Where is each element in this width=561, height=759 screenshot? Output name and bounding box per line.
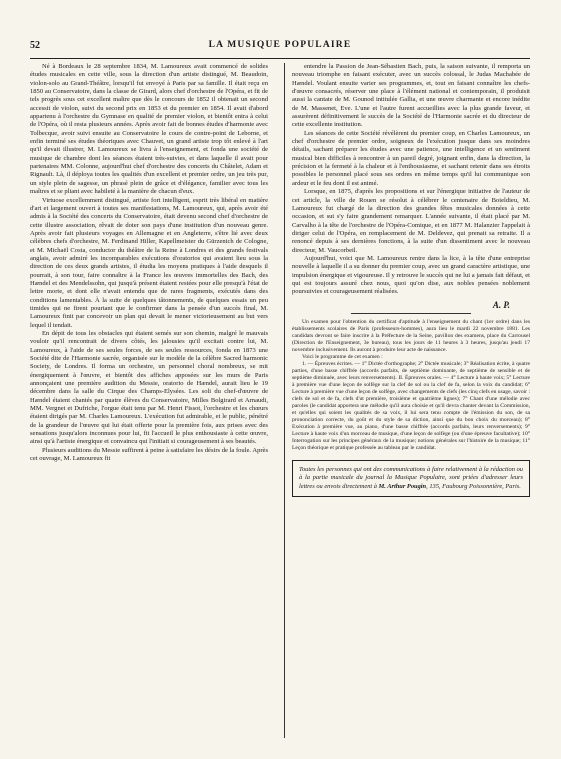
notice-paragraph: Voici le programme de cet examen :: [302, 353, 383, 360]
paragraph: Né à Bordeaux le 28 septembre 1834, M. Lamoureux avait commencé de solides études musicales en cette ville, sous la direction d'un artiste distingué, M. Beaudoin, violon-solo au Grand-Théâtre, lorsqu'il fut envoyé à Paris par sa famille. Il était reçu en 1850 au Conservatoire, dans la classe de Girard, alors chef d'orchestre de l'Opéra, et fit de tels progrès sous cet excellent maître que dès le concours de 1852 il obtenait un second accessit de violon, suivi du second prix en 1853 et du premier en 1854. Il avait d'abord appartenu à l'orchestre du Gymnase en qualité de premier violon, et bientôt entra à celui de l'Opéra, où il resta plusieurs années. Après avoir fait de bonnes études d'harmonie avec Tolbecque, avoir suivi ensuite au Conservatoire le cours de contre-point de Leborne, et enfin terminé ses études théoriques avec Chauvet, un grand artiste trop tôt enlevé à l'art qu'il devait illustrer, M. Lamoureux se livra à l'enseignement, et fonda une société de musique de chambre dont les séances étaient très-suivies, et dans laquelle il avait pour partenaires MM. Colonne, aujourd'hui chef d'orchestre des concerts du Châtelet, Adam et Rignault. Là, il déploya toutes les qualités d'un excellent et premier ordre, un jeu très pur, un style plein de sagesse, un phrasé plein de grâce et d'élégance, familier avec tous les maîtres et se pliant avec habileté à la manière de chacun d'eux.: [30, 63, 268, 196]
notice-paragraph: 1. — Épreuves écrites. — 1° Dictée d'orthographe; 2° Dictée musicale; 3° Réalisation écrite, à quatre parties, d'une basse chiffrée (accords parfaits, de septième dominante, de septième de sensible et de septième diminuée, avec leurs renversements). II. Épreuves orales. — 4° Lecture à haute voix; 5° Lecture à première vue d'une leçon de solfège sur la clef de sol ou la clef de fa, selon la voix du candidat; 6° Lecture à première vue d'une leçon de solfège, avec changements de clefs (les cinq clefs en usage, savoir : clefs de sol et de fa, clefs d'ut première, troisième et quatrième lignes); 7° Chant d'une mélodie avec paroles (le candidat apportera une mélodie qu'il aura choisie et qu'il devra chanter devant la Commission, et qu'elles qui soient les qualités de sa voix, il lui sera tenu compte de l'émission du son, de sa prononciation correcte, du goût et du style de sa diction, ainsi que du bon choix du morceau); 8° Exécution à première vue, au piano, d'une basse chiffrée (accords parfaits, leurs renversements); 9° Lecture à haute voix d'un morceau de musique, d'une leçon de solfège (ou d'une épreuve facultative); 10° Interrogation sur les principes généraux de la musique; notions générales sur l'histoire de la musique; 11° Leçon théorique et pratique professée au tableau par le candidat.: [292, 360, 530, 451]
right-column: [292, 63, 530, 497]
column-separator: [284, 63, 285, 738]
paragraph: Les séances de cette Société révélèrent du premier coup, en Charles Lamoureux, un chef d'orchestre de premier ordre, soigneux de l'exécution jusque dans ses moindres détails, sachant préparer les études avec une patience, une intelligence et un sentiment musical bien difficiles à rencontrer à un pareil degré, joignant enfin, dans la direction, la précision et la fermeté à la chaleur et à l'enthousiasme, et sachant retenir dans ses étroits possibles le personnel placé sous ses ordres en même temps qu'il lui communique son ardeur et le feu dont il est animé.: [292, 129, 530, 187]
editorial-notice-box: [292, 460, 530, 497]
exam-notice: [292, 319, 530, 452]
left-column: [30, 63, 268, 464]
page-header: [30, 40, 530, 54]
header-rule: [30, 58, 530, 59]
author-signature: A. P.: [492, 299, 510, 310]
paragraph: Lorsque, en 1875, d'après les propositions et sur l'énergique initiative de l'auteur de cet article, la ville de Rouen se résolut à célébrer le centenaire de Boieldieu, M. Lamoureux fut chargé de la direction des grandes fêtes musicales données à cette occasion, et sut s'y faire grandement remarquer. L'année suivante, il était placé par M. Carvalho à la tête de l'orchestre de l'Opéra-Comique, et en 1877 M. Halanzier l'appelait à diriger celui de l'Opéra, en remplacement de M. Deldevez, qui prenait sa retraite. Il a renoncé depuis à ses dernières fonctions, à la suite d'un dissentiment avec le nouveau directeur, M. Vaucorbeil.: [292, 188, 530, 254]
page-number: 52: [30, 40, 40, 51]
paragraph: Virtuose excellemment distingué, artiste fort intelligent, esprit très libéral en matière d'art et largement ouvert à toutes ses manifestations, M. Lamoureux, qui, après avoir été admis à la Société des concerts du Conservatoire, était devenu second chef d'orchestre de cette illustre association, rêvait de doter son pays d'une institution d'un nouveau genre. Après avoir fait plusieurs voyages en Allemagne et en Angleterre, s'être lié avec deux célèbres chefs d'orchestre, M. Ferdinand Hiller, Kapellmeister du Gürzenich de Cologne, et M. Michaël Costa, conductor du théâtre de la Reine à Londres et des grands festivals anglais, avoir admiré les incomparables exécutions d'oratorios qui avaient lieu sous la direction de ces deux grands artistes, il étudia les moyens pratiques à l'aide desquels il pourrait, à son tour, faire connaître à la France les œuvres immortelles des Bach, des Hændel et des Mendelssohn, qui jusqu'à présent étaient restées pour elle presqu'à l'état de lettre morte, et dont elle n'avait entendu que de rares fragments, exécutés dans des conditions lamentables. À la suite de quelques tâtonnements, de quelques essais un peu timides qui ne firent pourtant que le confirmer dans la pensée d'un succès final, M. Lamoureux finit par concevoir un plan qui devait le mener victorieusement au but vers lequel il tendait.: [30, 196, 268, 329]
section-rule: [351, 313, 471, 314]
box-contact-name: M. Arthur Pougin: [378, 482, 427, 490]
paragraph: entendre la Passion de Jean-Sébastien Bach, puis, la saison suivante, il remporta un nouveau triomphe en faisant exécuter, avec un succès colossal, le Judas Machabée de Hændel. Voulant ensuite varier ses programmes, et, tout en faisant connaître les chefs-d'œuvre consacrés, réserver une place à l'élément national et contemporain, il produisit aussi la cantate de M. Gounod intitulée Gallia, et une œuvre charmante et encore inédite de M. Massenet, Eve. L'une et l'autre furent accueillies avec la plus grande faveur, et assurèrent définitivement le succès de la Société de l'Harmonie sacrée et du directeur de cette excellente institution.: [292, 63, 530, 129]
box-text: Toutes les personnes qui ont des communications à faire relativement à la rédaction ou à la partie musicale du journal la Musique Populaire, sont priées d'adresser leurs lettres ou envois directement à: [299, 465, 523, 490]
box-text-end: , 135, Faubourg Poissonnière, Paris.: [426, 482, 521, 490]
notice-paragraph: Un examen pour l'obtention du certificat d'aptitude à l'enseignement du chant (1er ordre) dans les établissements scolaires de Paris (professeurs-hommes), aura lieu le mardi 22 novembre 1881. Les candidats devront se faire inscrire à la Préfecture de la Seine, pavillon des examens, place du Carrousel (Direction de l'Enseignement, 3e bureau), tous les jours de 11 heures à 3 heures, jusqu'au jeudi 17 novembre inclusivement. Ils auront à produire leur acte de naissance.: [292, 318, 530, 353]
paragraph: En dépit de tous les obstacles qui étaient semés sur son chemin, malgré le mauvais vouloir qu'il rencontrait de divers côtés, les jalousies qu'il excitait contre lui, M. Lamoureux, à l'aide de ses seules forces, de ses seules ressources, fonda en 1873 une Société dite de l'Harmonie sacrée, organisée sur le modèle de la célèbre Sacred harmonic Society, de Londres. Il forma un orchestre, un personnel choral nombreux, se mit énergiquement à l'œuvre, et bientôt des affiches apposées sur les murs de Paris annonçaient une première audition du Messie, oratorio de Hændel, aurait lieu le 19 décembre dans la salle du Cirque des Champs-Elysées. Les soli du chef-d'œuvre de Hændel étaient chantés par quatre élèves du Conservatoire, Milles Bolgirard et Arnaudi, MM. Vergnet et Dufriche, l'orgue était tenu par M. Henri Fissot, l'orchestre et les chœurs étaient dirigés par M. Charles Lamoureux. L'exécution fut admirable, et le public, pénétré de la grandeur de l'œuvre qui lui était offerte pour la première fois, aux prises avec des sensations jusqu'alors inconnues pour lui, fit l'accueil le plus enthousiaste à cette œuvre, ainsi qu'à l'artiste énergique et convaincu qui l'initiait si courageusement à ses beautés.: [30, 330, 268, 446]
paragraph: Plusieurs auditions du Messie suffirent à peine à satisfaire les désirs de la foule. Après cet ouvrage, M. Lamoureux fit: [30, 446, 268, 463]
journal-title: LA MUSIQUE POPULAIRE: [208, 40, 352, 50]
paragraph: Aujourd'hui, voici que M. Lamoureux rentre dans la lice, à la tête d'une entreprise nouvelle à laquelle il a su donner du premier coup, avec un grand caractère artistique, une impulsion énergique et vigoureuse. Il y retrouve le succès qui ne lui a jamais fait défaut, et qui est toujours assuré chez nous, quoi qu'on dise, aux nobles pensées noblement poursuivies et courageusement réalisées.: [292, 254, 530, 296]
